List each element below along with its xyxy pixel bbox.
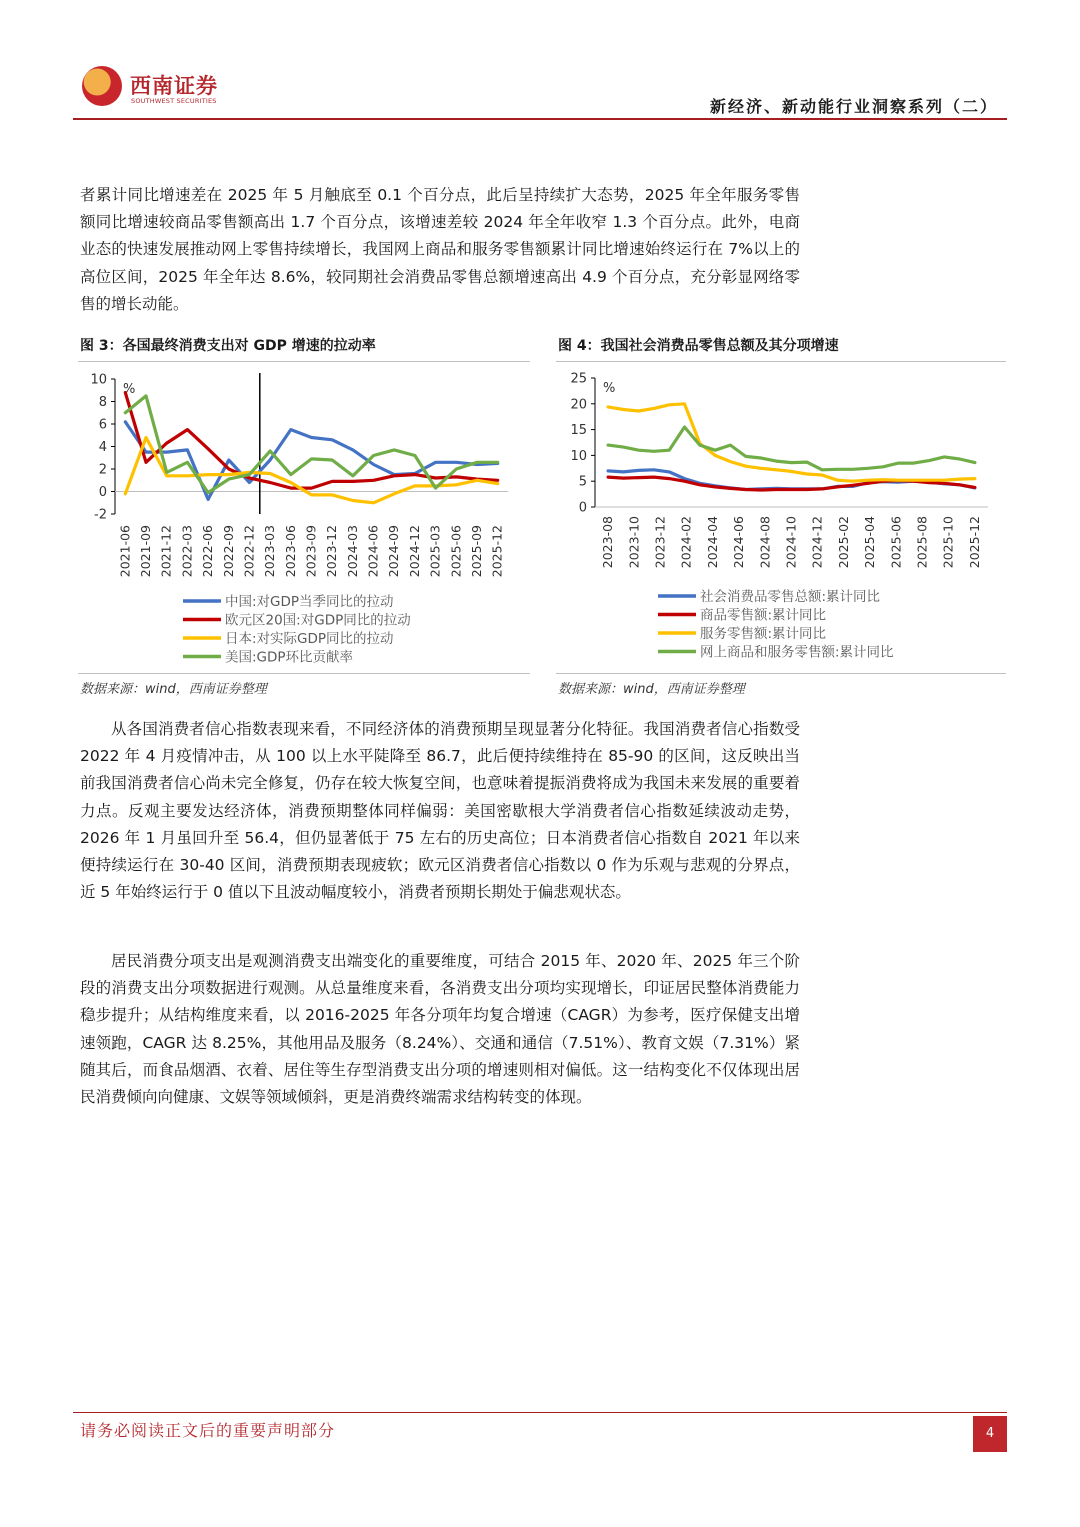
y-tick-label: 25 [570,371,587,387]
x-tick-label: 2023-10 [626,516,642,569]
x-tick-label: 2025-09 [468,525,484,578]
figure-4-bottom-rule [556,673,1006,674]
x-tick-label: 2023-03 [262,525,278,578]
x-tick-label: 2025-03 [427,525,443,578]
legend-label-1: 中国:对GDP当季同比的拉动 [225,594,394,610]
footer-rule [73,1412,1007,1413]
y-unit-label: % [603,381,616,396]
x-tick-label: 2023-06 [282,525,298,578]
figure-4-title: 图 4：我国社会消费品零售总额及其分项增速 [558,338,839,354]
logo-text: 西南证券 [130,73,218,98]
x-tick-label: 2024-10 [783,516,799,569]
y-tick-label: 0 [98,485,107,500]
figure-3-chart [78,364,530,672]
x-tick-label: 2025-04 [862,516,878,569]
figure-3-top-rule [78,361,530,362]
paragraph-1 [80,182,800,318]
report-series-title: 新经济、新动能行业洞察系列（二） [709,97,998,116]
x-tick-label: 2025-10 [940,516,956,569]
figure-3-bottom-rule [78,673,530,674]
footer-disclaimer: 请务必阅读正文后的重要声明部分 [80,1421,336,1440]
legend-label-1: 社会消费品零售总额:累计同比 [700,589,881,605]
y-tick-label: -2 [94,507,107,523]
x-tick-label: 2022-09 [220,525,236,578]
y-unit-label: % [123,382,136,397]
legend-label-4: 网上商品和服务零售额:累计同比 [700,644,894,661]
x-tick-label: 2024-12 [809,516,825,569]
x-tick-label: 2021-12 [158,525,174,578]
y-tick-label: 20 [570,397,587,413]
series-line-2 [125,393,497,489]
y-tick-label: 2 [98,462,107,478]
legend-label-2: 商品零售额:累计同比 [700,607,827,624]
x-tick-label: 2023-12 [652,516,668,569]
y-tick-label: 10 [90,372,107,388]
y-tick-label: 8 [98,395,107,410]
x-tick-label: 2025-08 [914,516,930,569]
x-tick-label: 2025-12 [966,516,982,569]
paragraph-2-text: 从各国消费者信心指数表现来看，不同经济体的消费预期呈现显著分化特征。我国消费者信心指数受 2022 年 4 月疫情冲击，从 100 以上水平陡降至 86.7，此后便持续维持在 85-90 的区间，这反映出当前我国消费者信心尚未完全修复，仍存在较大恢复空间，也意味着提振消费将成为我国未来发展的重要着力点。反观主要发达经济体，消费预期整体同样偏弱：美国密歇根大学消费者信心指数延续波动走势，2026 年 1 月虽回升至 56.4，但仍显著低于 75 左右的历史高位；日本消费者信心指数自 2021 年以来便持续运行在 30-40 区间，消费预期表现疲软；欧元区消费者信心指数以 0 作为乐观与悲观的分界点，近 5 年始终运行于 0 值以下且波动幅度较小，消费者预期长期处于偏悲观状态。 [80,720,800,902]
logo-english-text: SOUTHWEST SECURITIES [131,97,217,105]
y-tick-label: 4 [98,440,107,455]
x-tick-label: 2024-03 [344,525,360,578]
page-number: 4 [973,1416,1007,1452]
company-logo [82,66,242,110]
y-tick-label: 5 [578,474,587,490]
x-tick-label: 2023-08 [600,516,616,569]
y-tick-label: 0 [578,500,587,516]
legend-label-3: 日本:对实际GDP同比的拉动 [225,631,394,647]
figure-4-top-rule [556,361,1006,362]
x-tick-label: 2023-12 [324,525,340,578]
paragraph-2 [80,716,800,906]
x-tick-label: 2024-08 [757,516,773,569]
x-tick-label: 2025-12 [489,525,505,578]
legend-label-3: 服务零售额:累计同比 [700,626,827,642]
x-tick-label: 2024-09 [386,525,402,578]
paragraph-3 [80,948,800,1111]
x-tick-label: 2025-06 [888,516,904,569]
legend-label-4: 美国:GDP环比贡献率 [225,649,354,666]
y-tick-label: 15 [570,423,587,439]
figure-3-title: 图 3：各国最终消费支出对 GDP 增速的拉动率 [80,338,376,354]
x-tick-label: 2021-06 [117,525,133,578]
legend-label-2: 欧元区20国:对GDP同比的拉动 [225,612,411,629]
y-tick-label: 6 [98,417,107,433]
x-tick-label: 2024-02 [678,516,694,569]
x-tick-label: 2024-04 [704,516,720,569]
x-tick-label: 2024-12 [406,525,422,578]
x-tick-label: 2025-02 [835,516,851,569]
series-line-3 [125,438,497,503]
logo-emblem-icon [82,66,122,106]
figure-3-source: 数据来源：wind，西南证券整理 [80,682,267,697]
x-tick-label: 2022-03 [179,525,195,578]
header-rule [73,118,1007,120]
x-tick-label: 2024-06 [365,525,381,578]
x-tick-label: 2022-06 [200,525,216,578]
paragraph-1-text: 者累计同比增速差在 2025 年 5 月触底至 0.1 个百分点，此后呈持续扩大态势，2025 年全年服务零售额同比增速较商品零售额高出 1.7 个百分点，该增速差较 2024 年全年收窄 1.3 个百分点。此外，电商业态的快速发展推动网上零售持续增长，我国网上商品和服务零售额累计同比增速始终运行在 7%以上的高位区间，2025 年全年达 8.6%，较同期社会消费品零售总额增速高出 4.9 个百分点，充分彰显网络零售的增长动能。 [80,186,800,313]
x-tick-label: 2024-06 [731,516,747,569]
x-tick-label: 2021-09 [138,525,154,578]
x-tick-label: 2023-09 [303,525,319,578]
x-tick-label: 2025-06 [448,525,464,578]
figure-4-chart [556,364,1006,672]
paragraph-3-text: 居民消费分项支出是观测消费支出端变化的重要维度，可结合 2015 年、2020 年、2025 年三个阶段的消费支出分项数据进行观测。从总量维度来看，各消费支出分项均实现增长，印证居民整体消费能力稳步提升；从结构维度来看，以 2016-2025 年各分项年均复合增速（CAGR）为参考，医疗保健支出增速领跑，CAGR 达 8.25%，其他用品及服务（8.24%）、交通和通信（7.51%）、教育文娱（7.31%）紧随其后，而食品烟酒、衣着、居住等生存型消费支出分项的增速则相对偏低。这一结构变化不仅体现出居民消费倾向向健康、文娱等领域倾斜，更是消费终端需求结构转变的体现。 [80,952,800,1107]
x-tick-label: 2022-12 [241,525,257,578]
series-line-4 [608,427,975,470]
figure-4-source: 数据来源：wind，西南证券整理 [558,682,745,697]
y-tick-label: 10 [570,448,587,464]
